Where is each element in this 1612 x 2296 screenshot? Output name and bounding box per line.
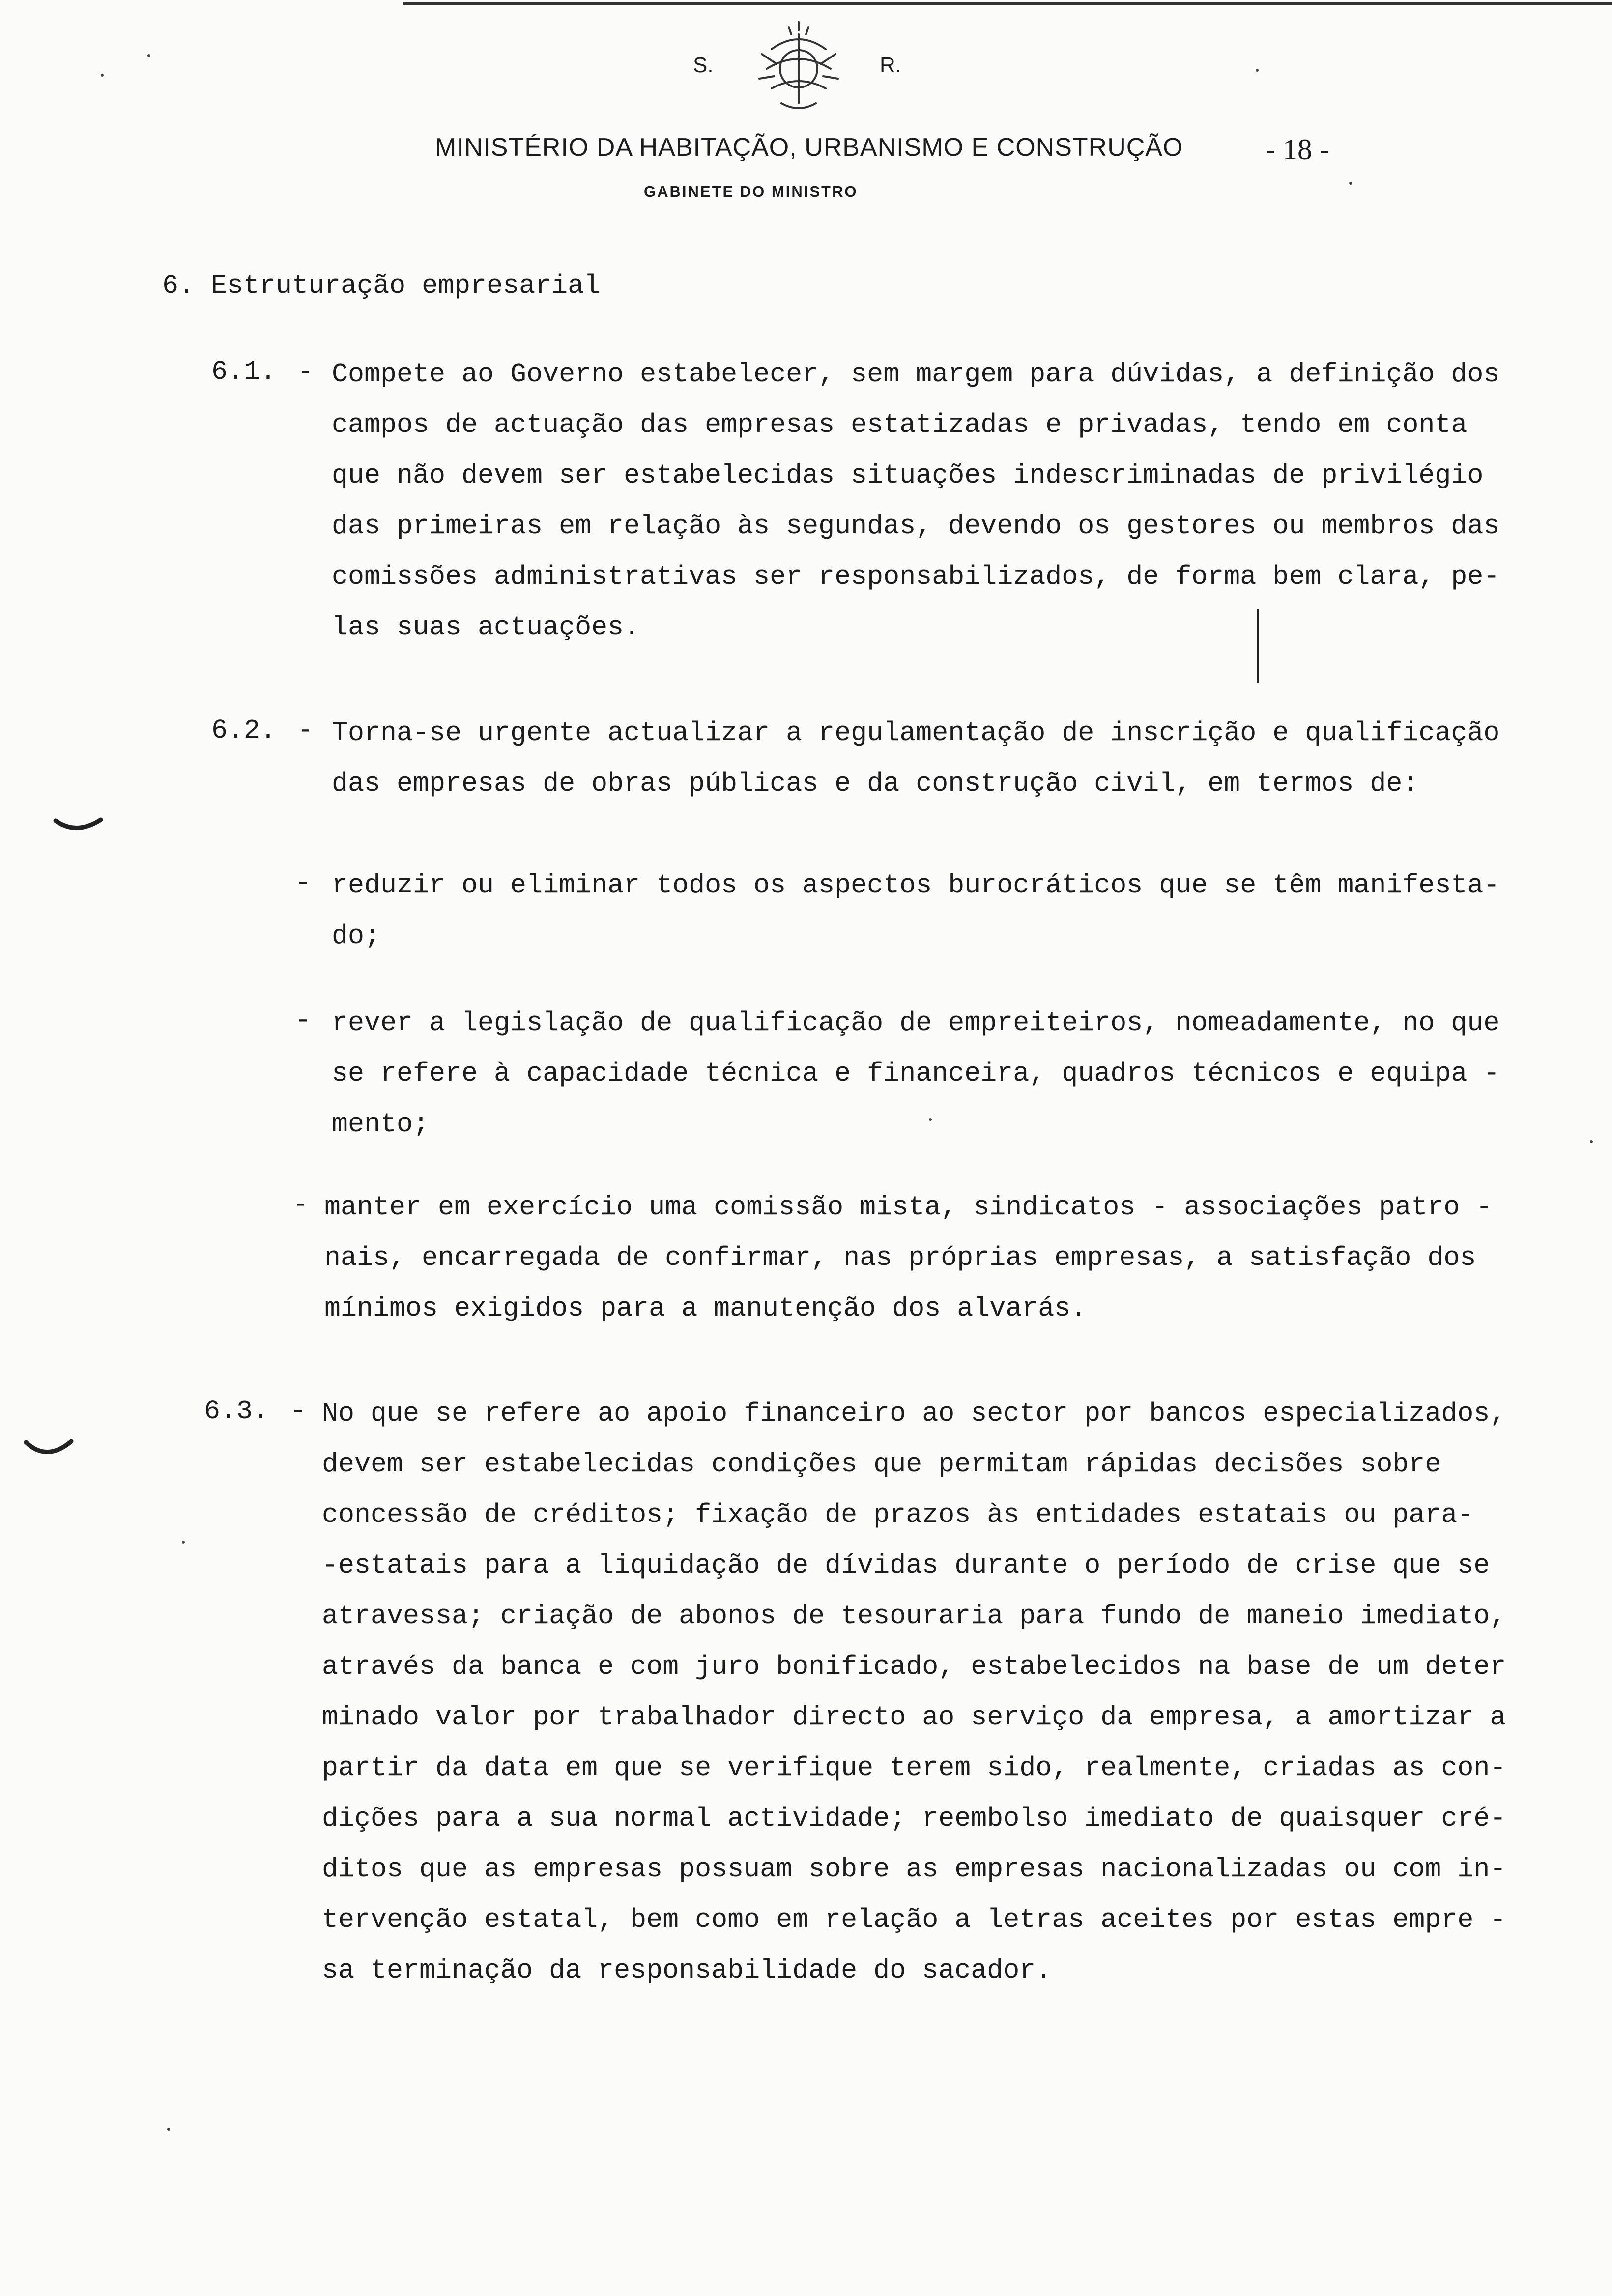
scan-speck <box>182 1541 185 1544</box>
scan-speck <box>167 2128 170 2131</box>
text-line: manter em exercício uma comissão mista, sindicatos - associações patro - <box>324 1192 1493 1223</box>
item-6-3-number: 6.3. <box>204 1396 269 1427</box>
text-line: tervenção estatal, bem como em relação a letras aceites por estas empre - <box>322 1904 1506 1935</box>
text-line: através da banca e com juro bonificado, estabelecidos na base de um deter <box>322 1651 1506 1682</box>
page-number: - 18 - <box>1266 133 1329 166</box>
bullet-dash: - <box>295 867 312 898</box>
scan-speck <box>101 74 104 77</box>
item-6-2-text <box>332 708 1499 809</box>
bullet-item <box>324 1182 1492 1334</box>
text-line: Torna-se urgente actualizar a regulamentação de inscrição e qualificação <box>332 718 1500 748</box>
bullet-item <box>332 860 1499 961</box>
margin-vertical-mark <box>1257 609 1259 683</box>
item-6-2-number: 6.2. <box>211 715 277 746</box>
text-line: dições para a sua normal actividade; reembolso imediato de quaisquer cré- <box>322 1803 1506 1834</box>
text-line: rever a legislação de qualificação de empreiteiros, nomeadamente, no que <box>332 1007 1500 1038</box>
text-line: das primeiras em relação às segundas, devendo os gestores ou membros das <box>332 511 1500 542</box>
hole-punch-mark <box>52 806 106 840</box>
bullet-dash: - <box>295 1005 312 1036</box>
ministry-title: MINISTÉRIO DA HABITAÇÃO, URBANISMO E CONSTRUÇÃO <box>435 133 1183 162</box>
text-line: devem ser estabelecidas condições que permitam rápidas decisões sobre <box>322 1449 1441 1480</box>
item-6-1-dash: - <box>297 356 314 387</box>
section-number: 6. <box>162 270 195 301</box>
text-line: das empresas de obras públicas e da construção civil, em termos de: <box>332 768 1419 799</box>
text-line: que não devem ser estabelecidas situações indescriminadas de privilégio <box>332 460 1484 491</box>
top-rule <box>403 2 1612 5</box>
text-line: No que se refere ao apoio financeiro ao sector por bancos especializados, <box>322 1398 1506 1429</box>
scan-speck <box>929 1118 932 1121</box>
scan-speck <box>147 54 150 57</box>
section-title: Estruturação empresarial <box>211 270 601 301</box>
text-line: comissões administrativas ser responsabilizados, de forma bem clara, pe- <box>332 561 1500 592</box>
text-line: do; <box>332 920 381 951</box>
scan-speck <box>1590 1140 1593 1143</box>
item-6-3-dash: - <box>290 1396 307 1427</box>
text-line: se refere à capacidade técnica e financeira, quadros técnicos e equipa - <box>332 1058 1500 1089</box>
bullet-item <box>332 998 1499 1149</box>
hole-punch-mark <box>22 1428 76 1467</box>
text-line: ditos que as empresas possuam sobre as empresas nacionalizadas ou com in- <box>322 1854 1506 1885</box>
item-6-2-dash: - <box>297 715 314 746</box>
seal-letter-left: S. <box>693 53 714 77</box>
item-6-1-number: 6.1. <box>211 356 277 387</box>
text-line: mínimos exigidos para a manutenção dos alvarás. <box>324 1293 1087 1324</box>
scan-speck <box>1256 69 1259 72</box>
text-line: sa terminação da responsabilidade do sacador. <box>322 1955 1052 1986</box>
bullet-dash: - <box>292 1189 309 1220</box>
item-6-3-text <box>322 1388 1506 1996</box>
seal-letter-right: R. <box>880 53 901 77</box>
scan-speck <box>1349 182 1352 185</box>
text-line: nais, encarregada de confirmar, nas próprias empresas, a satisfação dos <box>324 1242 1476 1273</box>
cabinet-subtitle: GABINETE DO MINISTRO <box>644 183 858 200</box>
text-line: partir da data em que se verifique terem sido, realmente, criadas as con- <box>322 1752 1506 1783</box>
text-line: las suas actuações. <box>332 612 640 643</box>
text-line: -estatais para a liquidação de dívidas durante o período de crise que se <box>322 1550 1490 1581</box>
text-line: minado valor por trabalhador directo ao serviço da empresa, a amortizar a <box>322 1702 1506 1733</box>
text-line: mento; <box>332 1109 430 1140</box>
text-line: reduzir ou eliminar todos os aspectos burocráticos que se têm manifesta- <box>332 870 1500 901</box>
text-line: campos de actuação das empresas estatizadas e privadas, tendo em conta <box>332 409 1468 440</box>
item-6-1-text <box>332 349 1499 653</box>
text-line: atravessa; criação de abonos de tesouraria para fundo de maneio imediato, <box>322 1601 1506 1632</box>
coat-of-arms-icon <box>742 20 855 118</box>
text-line: concessão de créditos; fixação de prazos às entidades estatais ou para- <box>322 1499 1474 1530</box>
text-line: Compete ao Governo estabelecer, sem margem para dúvidas, a definição dos <box>332 359 1500 390</box>
section-heading <box>162 270 600 301</box>
